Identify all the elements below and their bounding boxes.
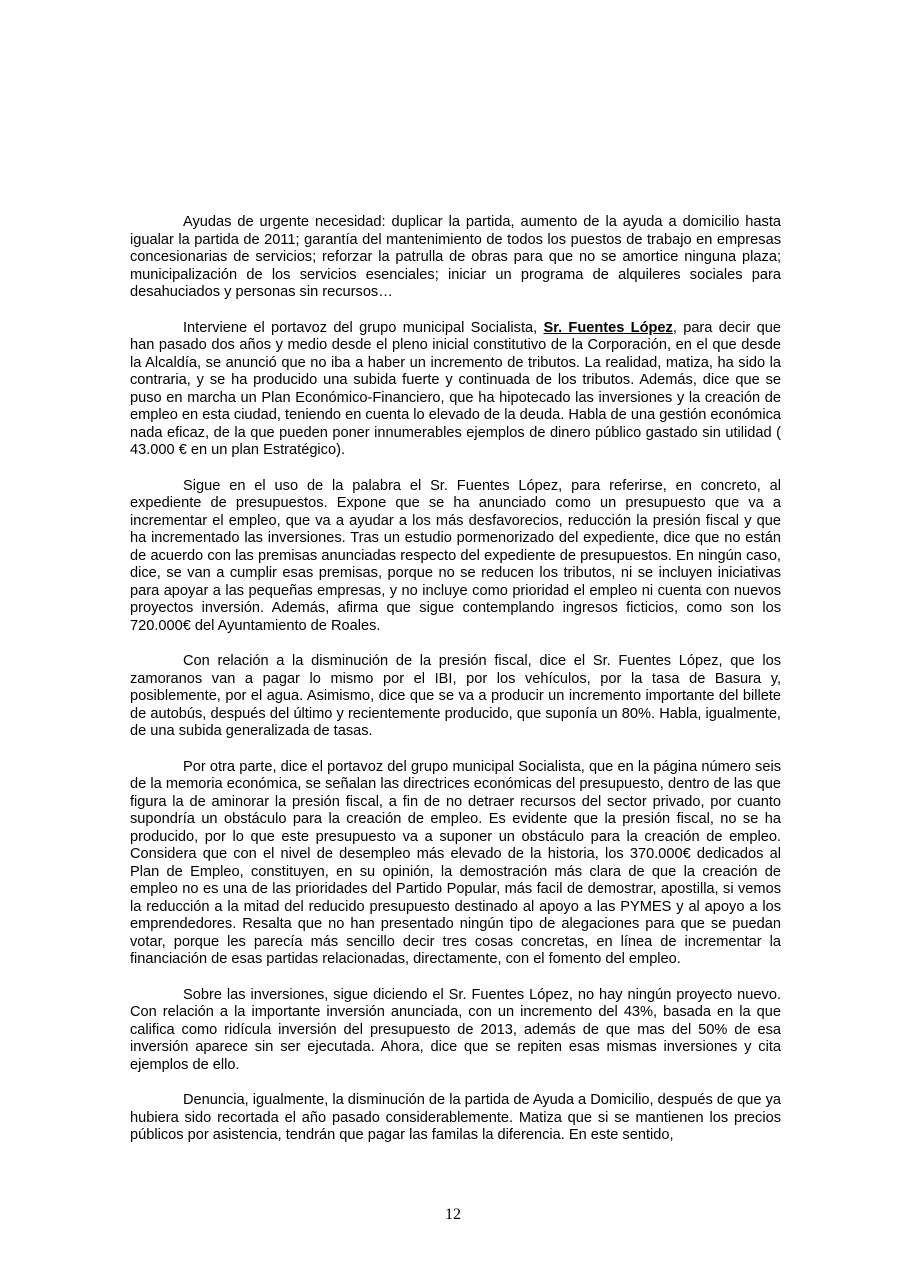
speaker-name: Sr. Fuentes López <box>543 319 673 336</box>
paragraph-fiscal-pressure: Con relación a la disminución de la presión fiscal, dice el Sr. Fuentes López, que los zamoranos van a pagar lo mismo por el IBI, por los vehículos, por la tasa de Basura y, posiblemente, por el agua. Asimismo, dice que se va a producir un incremento importante del billete de autobús, después del último y recientemente producido, que suponía un 80%. Habla, igualmente, de una subida generalizada de tasas. <box>130 653 781 739</box>
paragraph-home-aid: Denuncia, igualmente, la disminución de la partida de Ayuda a Domicilio, después de que ya hubiera sido recortada el año pasado considerablemente. Matiza que si se mantienen los precios públicos por asistencia, tendrán que pagar las familas la diferencia. En este sentido, <box>130 1092 781 1143</box>
paragraph-urgent-aid: Ayudas de urgente necesidad: duplicar la partida, aumento de la ayuda a domicilio hasta igualar la partida de 2011; garantía del mantenimiento de todos los puestos de trabajo en empresas concesionarias de servicios; reforzar la patrulla de obras para que no se amortice ninguna plaza; municipalización de los servicios esenciales; iniciar un programa de alquileres sociales para desahuciados y personas sin recursos… <box>130 214 781 300</box>
document-body <box>130 214 781 1163</box>
paragraph-text: Interviene el portavoz del grupo municipal Socialista, <box>183 319 544 336</box>
paragraph-text: , para decir que han pasado dos años y medio desde el pleno inicial constitutivo de la Corporación, en el que desde la Alcaldía, se anunció que no iba a haber un incremento de tributos. La realidad, matiza, ha sido la contraria, y se ha producido una subida fuerte y continuada de los tributos. Además, dice que se puso en marcha un Plan Económico-Financiero, que ha hipotecado las inversiones y la creación de empleo en esta ciudad, teniendo en cuenta lo elevado de la deuda. Habla de una gestión económica nada eficaz, de la que pueden poner innumerables ejemplos de dinero público gastado sin utilidad ( 43.000 € en un plan Estratégico). <box>130 319 781 458</box>
paragraph-budget-file: Sigue en el uso de la palabra el Sr. Fuentes López, para referirse, en concreto, al expediente de presupuestos. Expone que se ha anunciado como un presupuesto que va a incrementar el empleo, que va a ayudar a los más desfavorecios, reducción la presión fiscal y que ha incrementado las inversiones. Tras un estudio pormenorizado del expediente, dice que no están de acuerdo con las premisas anunciadas respecto del expediente de presupuestos. En ningún caso, dice, se van a cumplir esas premisas, porque no se reducen los tributos, ni se incluyen iniciativas para apoyar a las pequeñas empresas, y no incluye como prioridad el empleo ni cuenta con nuevos proyectos inversión. Además, afirma que sigue contemplando ingresos ficticios, como son los 720.000€ del Ayuntamiento de Roales. <box>130 477 781 634</box>
paragraph-investments: Sobre las inversiones, sigue diciendo el Sr. Fuentes López, no hay ningún proyecto nuevo. Con relación a la importante inversión anunciada, con un incremento del 43%, basada en la que califica como ridícula inversión del presupuesto de 2013, además de que mas del 50% de esa inversión aparece sin ser ejecutada. Ahora, dice que se repiten esas mismas inversiones y cita ejemplos de ello. <box>130 986 781 1073</box>
paragraph-economic-memory: Por otra parte, dice el portavoz del grupo municipal Socialista, que en la página número seis de la memoria económica, se señalan las directrices económicas del presupuesto, dentro de las que figura la de aminorar la presión fiscal, a fin de no detraer recursos del sector privado, por cuanto supondría un obstáculo para la creación de empleo. Es evidente que la presión fiscal, no se ha producido, por lo que este presupuesto va a suponer un obstáculo para la creación de empleo. Considera que con el nivel de desempleo más elevado de la historia, los 370.000€ dedicados al Plan de Empleo, constituyen, en su opinión, la demostración más clara de que la creación de empleo no es una de las prioridades del Partido Popular, más facil de demostrar, apostilla, si vemos la reducción a la mitad del reducido presupuesto destinado al apoyo a las PYMES y al apoyo a los emprendedores. Resalta que no han presentado ningún tipo de alegaciones para que se puedan votar, porque les parecía más sencillo decir tres cosas concretas, en línea de incrementar la financiación de esas partidas relacionadas, directamente, con el fomento del empleo. <box>130 758 781 967</box>
paragraph-socialist-intervention <box>130 320 781 460</box>
page-number: 12 <box>445 1206 461 1223</box>
